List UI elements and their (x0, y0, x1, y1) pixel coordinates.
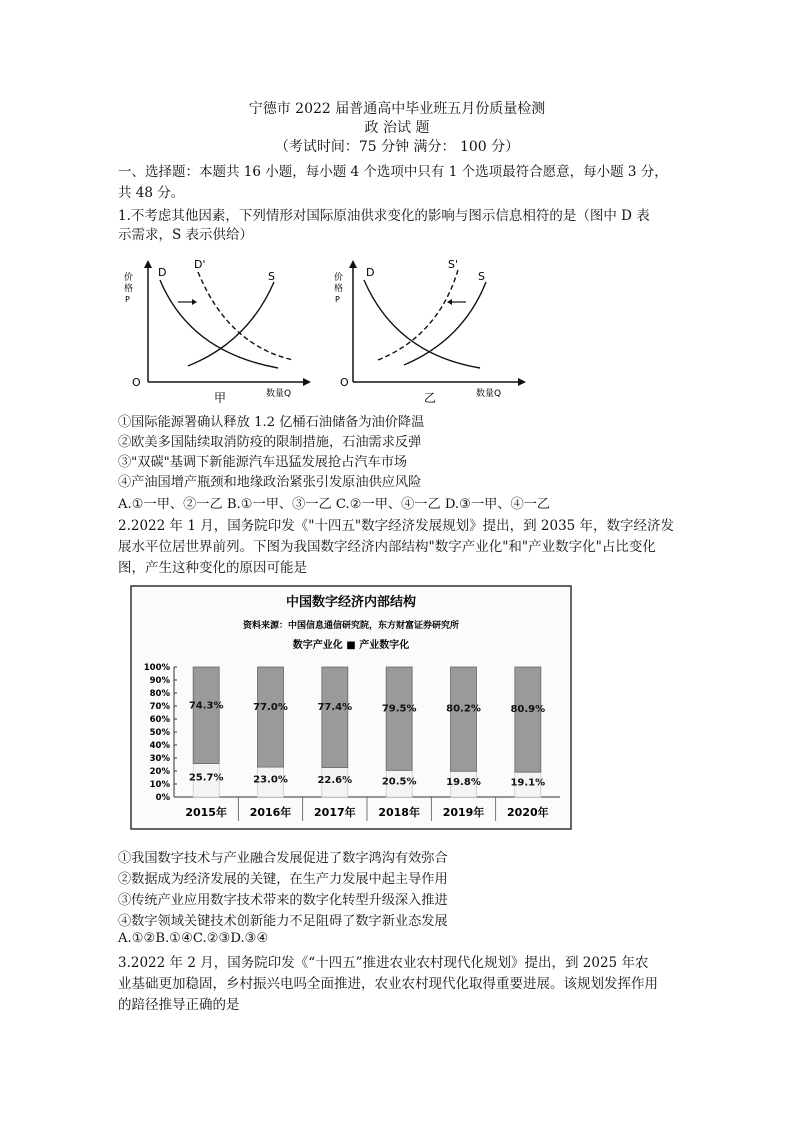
yi-label-s: S (478, 270, 485, 283)
chart-source: 资料来源：中国信息通信研究院，东方财富证券研究所 (242, 621, 460, 631)
q2-option-2: ②数据成为经济发展的关键，在生产力发展中起主导作用 (118, 872, 448, 887)
chart-legend: 数字产业化 ■ 产业数字化 (292, 640, 410, 651)
bar-industrial-digitalization (451, 667, 477, 771)
data-label-digital-industrialization: 25.7% (188, 772, 224, 784)
x-tick-label: 2015年 (185, 806, 227, 819)
q3-stem-line3: 的踣径推导正确的是 (118, 997, 240, 1013)
y-tick-label: 100% (143, 663, 170, 673)
subject-title: 政 治试 题 (364, 120, 430, 136)
yi-origin: O (340, 376, 349, 389)
bar-industrial-digitalization (193, 667, 219, 764)
q1-option-4: ④产油国增产瓶颈和地缘政治紧张引发原油供应风险 (118, 475, 422, 490)
yi-caption: 乙 (424, 391, 437, 405)
jia-ylabel-3: P (125, 295, 130, 304)
data-label-industrial-digitalization: 74.3% (188, 700, 224, 712)
graph-yi (334, 250, 538, 410)
y-tick-label: 20% (149, 767, 170, 777)
y-tick-label: 90% (149, 676, 170, 686)
jia-label-d-prime: D' (194, 258, 206, 271)
q1-stem-line1: 1.不考虑其他因素，下列情形对国际原油供求变化的影响与图示信息相符的是（图中 D 表 (118, 208, 650, 224)
q1-option-1: ①国际能源署确认释放 1.2 亿桶石油储备为油价降温 (118, 415, 425, 430)
section-instructions-line1: 一、选择题：本题共 16 小题，每小题 4 个选项中只有 1 个选项最符合愿意，每小题 3 分， (118, 164, 668, 180)
x-tick-label: 2019年 (442, 806, 485, 819)
y-tick-label: 0% (155, 793, 170, 803)
section-instructions-line2: 共 48 分。 (118, 185, 185, 201)
y-tick-label: 50% (149, 728, 170, 738)
y-tick-label: 40% (149, 741, 170, 751)
exam-title: 宁德市 2022 届普通高中毕业班五月份质量检测 (248, 101, 546, 117)
data-label-industrial-digitalization: 79.5% (381, 703, 417, 715)
y-tick-label: 60% (149, 715, 170, 725)
y-tick-label: 80% (149, 689, 170, 699)
graph-jia (118, 250, 318, 410)
q1-stem-line2: 示需求，S 表示供给） (118, 227, 254, 243)
q1-option-3: ③"双碳"基调下新能源汽车迅猛发展抢占汽车市场 (118, 455, 408, 470)
data-label-digital-industrialization: 23.0% (253, 774, 288, 786)
chart-title: 中国数字经济内部结构 (285, 595, 417, 610)
yi-ylabel-2: 格 (334, 284, 344, 294)
jia-label-s: S (268, 270, 275, 283)
x-tick-label: 2018年 (378, 806, 420, 819)
q2-stem-line1: 2.2022 年 1 月，国务院印发《"十四五"数字经济发展规划》提出，到 2035 年，数字经济发 (118, 518, 675, 534)
q3-stem-line2: 业基础更加稳固，乡村振兴电吗全面推进，农业农村现代化取得重要进展。该规划发挥作用 (118, 976, 658, 992)
exam-info: （考试时间：75 分钟 满分： 100 分） (274, 139, 520, 155)
q2-option-4: ④数字领域关键技术创新能力不足阻碍了数字新业态发展 (118, 914, 448, 929)
jia-label-d: D (158, 266, 167, 279)
data-label-industrial-digitalization: 80.9% (510, 704, 546, 716)
x-tick-label: 2016年 (249, 806, 292, 819)
q2-option-1: ①我国数字技术与产业融合发展促进了数字鸿沟有效弥合 (118, 851, 448, 866)
q2-stem-line3: 图，产生这种变化的原因可能是 (118, 560, 307, 576)
data-label-industrial-digitalization: 77.0% (253, 702, 288, 714)
data-label-digital-industrialization: 19.1% (510, 777, 546, 789)
digital-economy-chart (130, 585, 572, 830)
bar-industrial-digitalization (386, 667, 412, 770)
yi-ylabel-1: 价 (334, 273, 344, 283)
data-label-digital-industrialization: 20.5% (381, 776, 417, 788)
y-tick-label: 10% (149, 780, 170, 790)
jia-caption: 甲 (214, 391, 227, 405)
jia-xlabel: 数量Q (266, 389, 292, 399)
data-label-digital-industrialization: 22.6% (317, 774, 353, 786)
y-tick-label: 70% (149, 702, 170, 712)
q2-answer-choices: A.①②B.①④C.②③D.③④ (118, 931, 269, 946)
bar-industrial-digitalization (322, 667, 348, 768)
jia-ylabel-2: 格 (124, 284, 134, 294)
x-tick-label: 2020年 (507, 806, 549, 819)
bar-industrial-digitalization (258, 667, 284, 767)
yi-label-d: D (366, 266, 375, 279)
q2-stem-line2: 展水平位居世界前列。下图为我国数字经济内部结构"数字产业化"和"产业数字化"占比变化 (118, 539, 656, 555)
yi-ylabel-3: P (335, 295, 340, 304)
q1-answer-choices: A.①一甲、②一乙 B.①一甲、③一乙 C.②一甲、④一乙 D.③一甲、④一乙 (118, 497, 551, 512)
y-tick-label: 30% (149, 754, 170, 764)
data-label-industrial-digitalization: 80.2% (446, 703, 481, 715)
q1-option-2: ②欧美多国陆续取消防疫的限制措施，石油需求反弹 (118, 435, 422, 450)
jia-ylabel-1: 价 (124, 273, 134, 283)
data-label-industrial-digitalization: 77.4% (317, 702, 353, 714)
jia-origin: O (132, 376, 141, 389)
q2-option-3: ③传统产业应用数字技术带来的数字化转型升级深入推进 (118, 893, 448, 908)
q3-stem-line1: 3.2022 年 2 月，国务院印发《“十四五”推进农业农村现代化规划》提出，到 2025 年农 (118, 955, 649, 971)
data-label-digital-industrialization: 19.8% (446, 777, 481, 789)
yi-xlabel: 数量Q (476, 389, 502, 399)
yi-label-s-prime: S' (448, 258, 459, 271)
bar-industrial-digitalization (515, 667, 541, 772)
x-tick-label: 2017年 (314, 806, 356, 819)
